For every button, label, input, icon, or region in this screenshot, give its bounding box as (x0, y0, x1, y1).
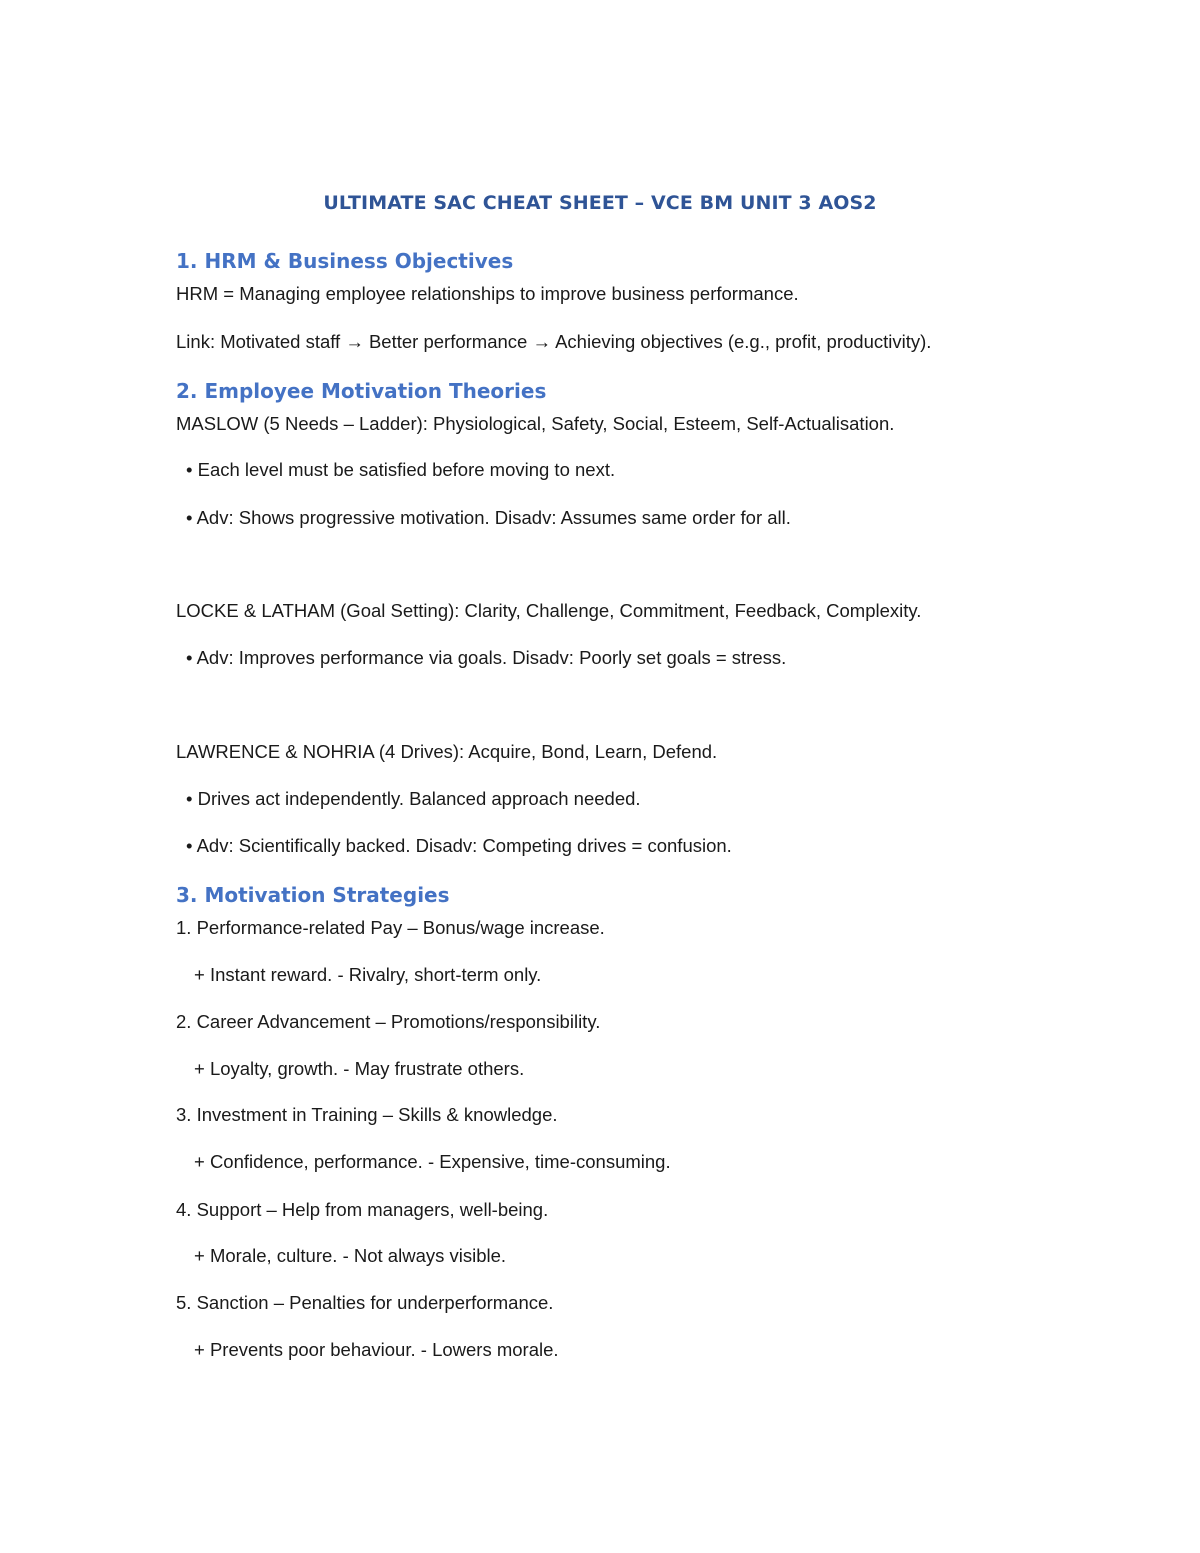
strategy-pros-cons: + Morale, culture. - Not always visible. (194, 1245, 507, 1266)
strategy-line: 5. Sanction – Penalties for underperformance. (176, 1292, 554, 1313)
section-heading-hrm: 1. HRM & Business Objectives (176, 249, 514, 273)
bullet-line: • Adv: Shows progressive motivation. Disadv: Assumes same order for all. (186, 507, 791, 528)
bullet-line: • Each level must be satisfied before moving to next. (186, 459, 616, 480)
strategy-line: 2. Career Advancement – Promotions/responsibility. (176, 1011, 601, 1032)
strategy-line: 3. Investment in Training – Skills & knowledge. (176, 1104, 558, 1125)
strategy-pros-cons: + Loyalty, growth. - May frustrate others. (194, 1058, 525, 1079)
strategy-pros-cons: + Instant reward. - Rivalry, short-term only. (194, 964, 542, 985)
text-line: HRM = Managing employee relationships to improve business performance. (176, 283, 799, 304)
bullet-line: • Adv: Improves performance via goals. Disadv: Poorly set goals = stress. (186, 647, 787, 668)
text-line: MASLOW (5 Needs – Ladder): Physiological, Safety, Social, Esteem, Self-Actualisation. (176, 413, 895, 434)
text-line: LAWRENCE & NOHRIA (4 Drives): Acquire, Bond, Learn, Defend. (176, 741, 718, 762)
bullet-line: • Adv: Scientifically backed. Disadv: Competing drives = confusion. (186, 835, 732, 856)
document-title: ULTIMATE SAC CHEAT SHEET – VCE BM UNIT 3 AOS2 (323, 192, 877, 214)
text-line: LOCKE & LATHAM (Goal Setting): Clarity, Challenge, Commitment, Feedback, Complexity. (176, 600, 922, 621)
strategy-line: 4. Support – Help from managers, well-being. (176, 1199, 549, 1220)
text-line: Link: Motivated staff → Better performance → Achieving objectives (e.g., profit, productivity). (176, 331, 932, 352)
section-heading-motivation-theories: 2. Employee Motivation Theories (176, 379, 547, 403)
section-heading-motivation-strategies: 3. Motivation Strategies (176, 883, 450, 907)
strategy-pros-cons: + Confidence, performance. - Expensive, time-consuming. (194, 1151, 671, 1172)
bullet-line: • Drives act independently. Balanced approach needed. (186, 788, 641, 809)
strategy-pros-cons: + Prevents poor behaviour. - Lowers morale. (194, 1339, 559, 1360)
strategy-line: 1. Performance-related Pay – Bonus/wage increase. (176, 917, 605, 938)
